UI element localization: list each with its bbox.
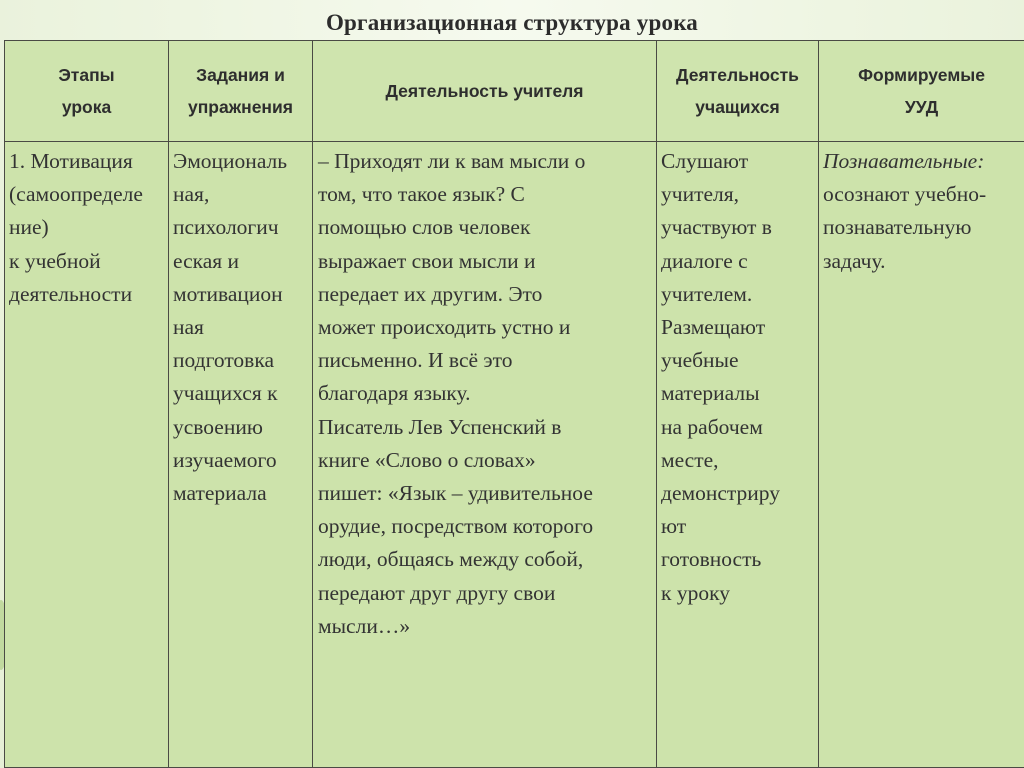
cell-teacher-activity: – Приходят ли к вам мысли о том, что такое язык? С помощью слов человек выражает свои мысли и передает их другим. Это может происходить устно и письменно. И всё это благодаря языку. Писатель Лев Успенский в книге «Слово о словах» пишет: «Язык – удивительное орудие, посредством которого люди, общаясь между собой, передают друг другу свои мысли…» [313, 142, 657, 768]
table [4, 40, 1024, 768]
table-header-row [5, 41, 1024, 142]
cell-uud: Познавательные: осознают учебно- познавательную задачу. [819, 142, 1024, 768]
header-student-activity: Деятельность учащихся [657, 41, 819, 142]
header-teacher-activity: Деятельность учителя [313, 41, 657, 142]
header-tasks: Задания и упражнения [169, 41, 313, 142]
lesson-structure-table [4, 40, 1024, 768]
cell-stage: 1. Мотивация (самоопределе ние) к учебной деятельности [5, 142, 169, 768]
header-uud: Формируемые УУД [819, 41, 1024, 142]
cell-tasks: Эмоциональ ная, психологич еская и мотивацион ная подготовка учащихся к усвоению изучаемого материала [169, 142, 313, 768]
page-title: Организационная структура урока [325, 10, 699, 35]
uud-label: Познавательные: [823, 149, 985, 173]
header-stages: Этапы урока [5, 41, 169, 142]
table-row [5, 142, 1024, 768]
cell-student-activity: Слушают учителя, участвуют в диалоге с учителем. Размещают учебные материалы на рабочем месте, демонстриру ют готовность к уроку [657, 142, 819, 768]
